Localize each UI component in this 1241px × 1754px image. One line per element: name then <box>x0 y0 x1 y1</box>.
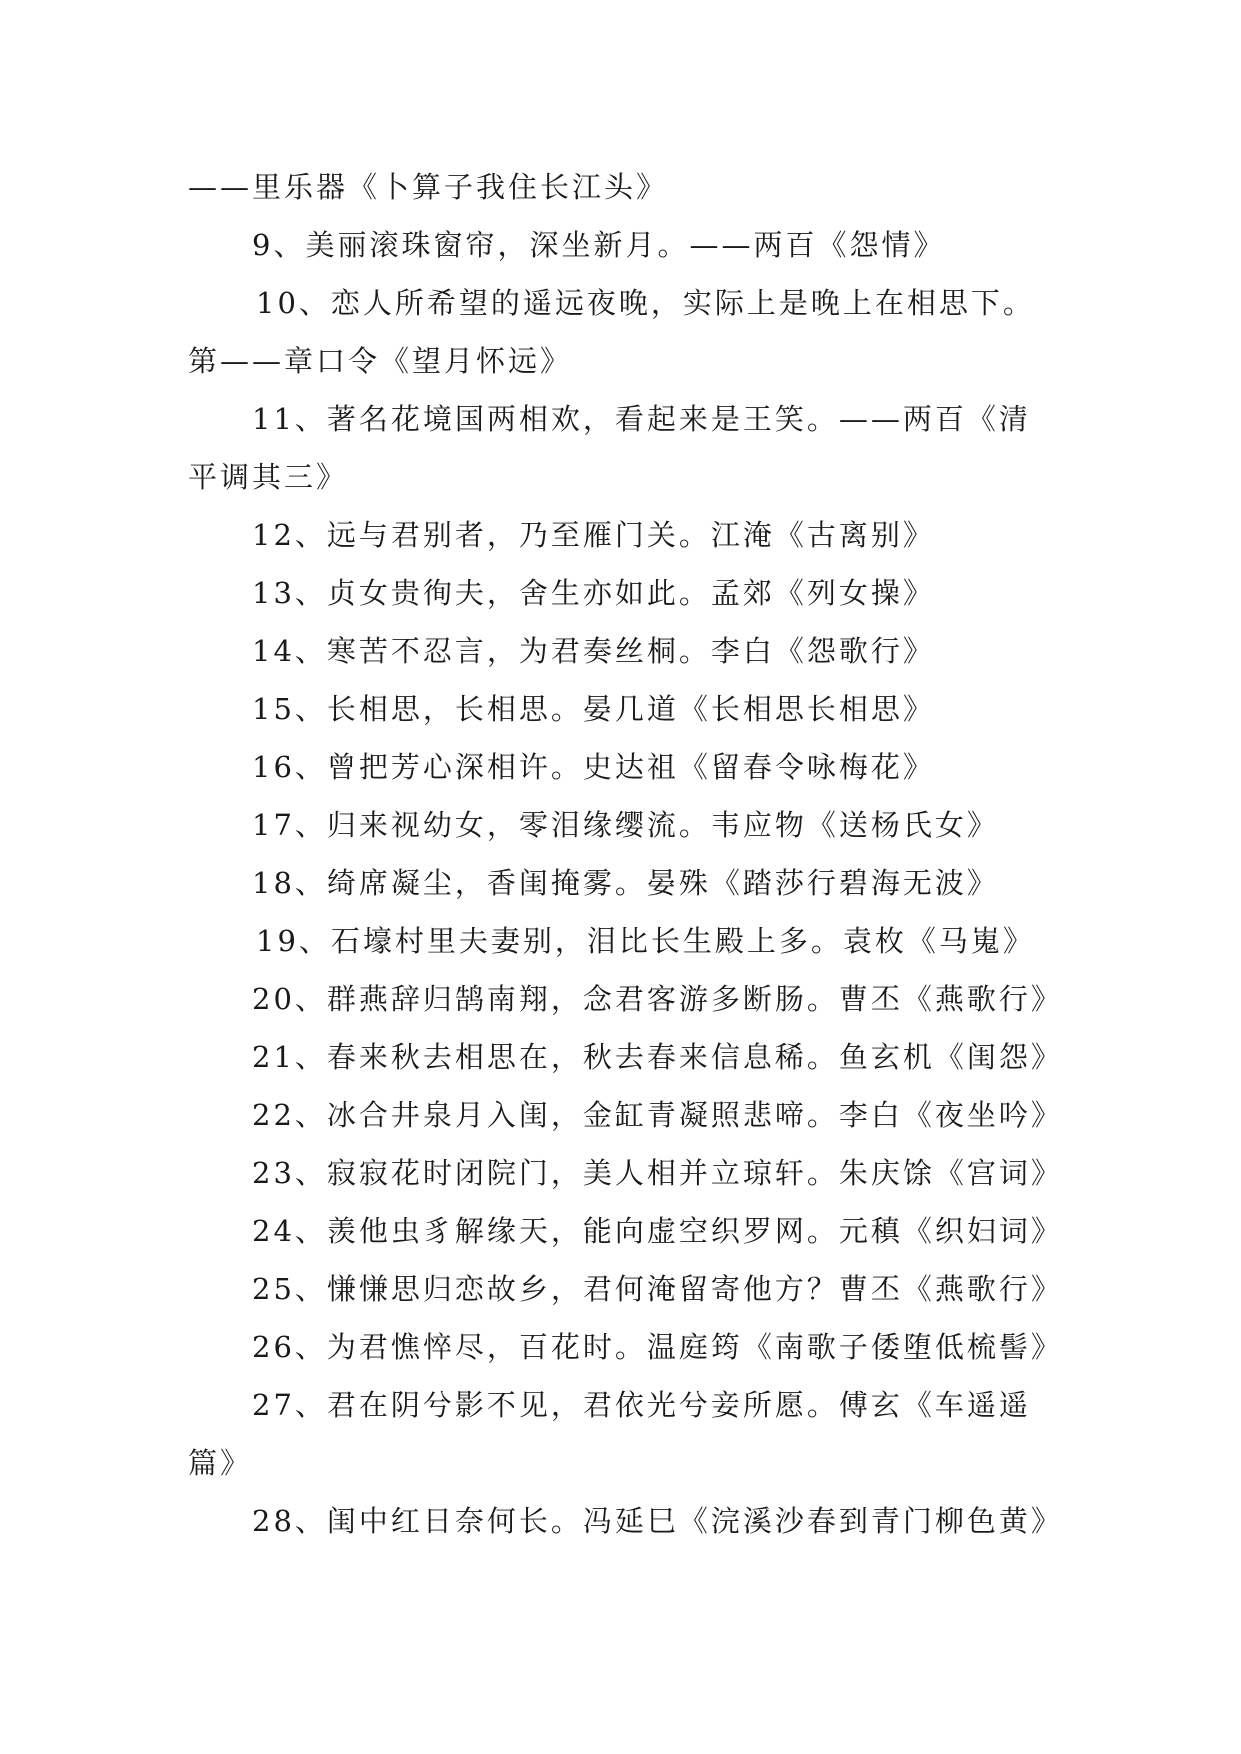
text-line: 18、绮席凝尘，香闺掩雾。晏殊《踏莎行碧海无波》 <box>252 866 999 900</box>
text-line: 9、美丽滚珠窗帘，深坐新月。——两百《怨情》 <box>252 228 946 262</box>
text-line: 23、寂寂花时闭院门，美人相并立琼轩。朱庆馀《宫词》 <box>252 1156 1063 1190</box>
text-line: 28、闺中红日奈何长。冯延巳《浣溪沙春到青门柳色黄》 <box>252 1504 1063 1538</box>
text-line: 26、为君憔悴尽，百花时。温庭筠《南歌子倭堕低梳髻》 <box>252 1330 1063 1364</box>
text-line: 15、长相思，长相思。晏几道《长相思长相思》 <box>252 692 935 726</box>
text-line: 27、君在阴兮影不见，君依光兮妾所愿。傅玄《车遥遥 <box>252 1388 1031 1422</box>
text-line: 12、远与君别者，乃至雁门关。江淹《古离别》 <box>252 518 935 552</box>
text-line: 21、春来秋去相思在，秋去春来信息稀。鱼玄机《闺怨》 <box>252 1040 1063 1074</box>
text-line: 25、慊慊思归恋故乡，君何淹留寄他方？曹丕《燕歌行》 <box>252 1272 1063 1306</box>
text-line: 平调其三》 <box>188 460 349 494</box>
text-line: 24、羡他虫豸解缘天，能向虚空织罗网。元稹《织妇词》 <box>252 1214 1063 1248</box>
text-line: 20、群燕辞归鹄南翔，念君客游多断肠。曹丕《燕歌行》 <box>252 982 1063 1016</box>
text-line: 第——章口令《望月怀远》 <box>188 344 573 378</box>
text-line: 22、冰合井泉月入闺，金缸青凝照悲啼。李白《夜坐吟》 <box>252 1098 1063 1132</box>
text-line: 13、贞女贵徇夫，舍生亦如此。孟郊《列女操》 <box>252 576 935 610</box>
text-line: 11、著名花境国两相欢，看起来是王笑。——两百《清 <box>252 402 1031 436</box>
text-line: 篇》 <box>188 1446 253 1480</box>
text-line: 14、寒苦不忍言，为君奏丝桐。李白《怨歌行》 <box>252 634 935 668</box>
text-line: ——里乐器《卜算子我住长江头》 <box>188 170 669 204</box>
text-line: 19、石壕村里夫妻别，泪比长生殿上多。袁枚《马嵬》 <box>256 924 1035 958</box>
text-line: 10、恋人所希望的遥远夜晚，实际上是晚上在相思下。 <box>256 286 1035 320</box>
text-line: 17、归来视幼女，零泪缘缨流。韦应物《送杨氏女》 <box>252 808 999 842</box>
text-line: 16、曾把芳心深相许。史达祖《留春令咏梅花》 <box>252 750 935 784</box>
document-body <box>188 158 1088 1550</box>
